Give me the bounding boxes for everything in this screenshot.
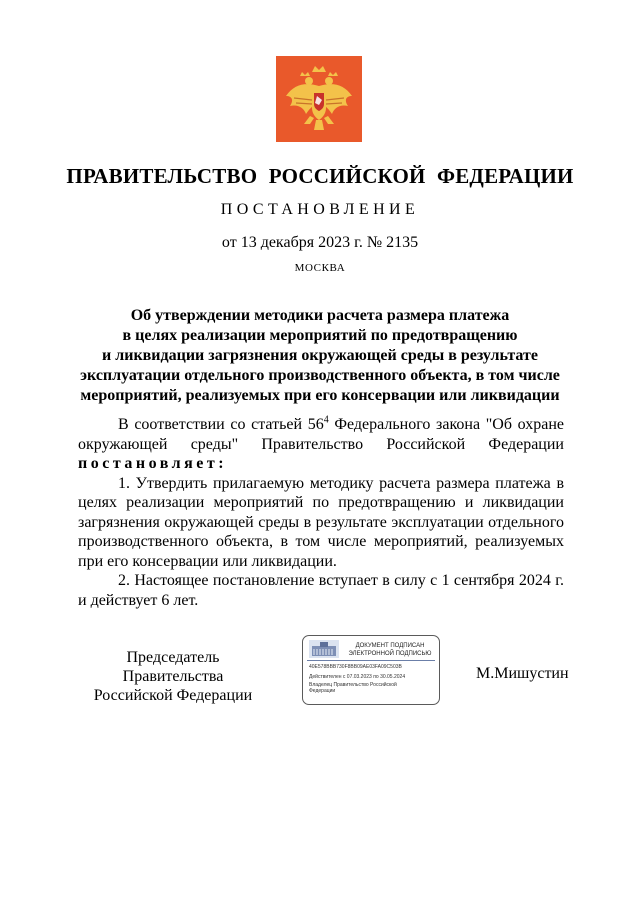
stamp-divider xyxy=(307,660,435,661)
document-type: ПОСТАНОВЛЕНИЕ xyxy=(220,201,420,218)
stamp-heading xyxy=(343,643,437,658)
intro-text-start: В соответствии со статьей 56 xyxy=(118,416,324,433)
item-2-paragraph: 2. Настоящее постановление вступает в силу с 1 сентября 2024 г. и действует 6 лет. xyxy=(78,572,564,609)
government-heading: ПРАВИТЕЛЬСТВО РОССИЙСКОЙ ФЕДЕРАЦИИ xyxy=(66,164,574,188)
resolution-title xyxy=(80,306,560,406)
resolution-body xyxy=(78,415,564,610)
certificate-owner-cont: Федерации xyxy=(309,688,336,694)
resolves-word: постановляет: xyxy=(78,455,228,472)
title-line: мероприятий, реализуемых при его консервации или ликвидации xyxy=(80,387,560,404)
title-line: эксплуатации отдельного производственного объекта, в том числе xyxy=(80,367,560,384)
signer-position xyxy=(78,648,268,705)
intro-paragraph xyxy=(78,415,564,474)
intro-text-end: Федерального закона "Об охране окружающей среды" Правительство Российской Федерации xyxy=(78,416,564,453)
stamp-heading-line: ЭЛЕКТРОННОЙ ПОДПИСЬЮ xyxy=(348,650,432,657)
building-icon xyxy=(309,640,339,658)
city: МОСКВА xyxy=(294,262,346,274)
title-line: в целях реализации мероприятий по предотвращению xyxy=(122,327,518,344)
date-and-number: от 13 декабря 2023 г. № 2135 xyxy=(221,234,419,251)
signer-name: М.Мишустин xyxy=(476,665,569,682)
article-superscript: 4 xyxy=(323,414,329,426)
electronic-signature-stamp xyxy=(302,635,440,705)
certificate-serial: 40E578BBB730F8BB09AE03FA09C503B xyxy=(309,664,402,670)
signer-position-line: Российской Федерации xyxy=(93,687,253,704)
coat-of-arms-emblem xyxy=(276,56,362,142)
certificate-validity: Действителен с 07.03.2023 по 30.05.2024 xyxy=(309,674,406,680)
item-1-paragraph: 1. Утвердить прилагаемую методику расчета размера платежа в целях реализации мероприятий по предотвращению и ликвидации загрязнения окружающей среды в результате эксплуатации отдельного производственного объекта, в том числе мероприятий, реализуемых при его консервации или ликвидации. xyxy=(78,474,564,570)
stamp-heading-line: ДОКУМЕНТ ПОДПИСАН xyxy=(355,643,425,649)
certificate-owner: Владелец Правительство Российской xyxy=(309,682,397,688)
signer-position-line: Председатель Правительства xyxy=(122,649,224,685)
title-line: Об утверждении методики расчета размера платежа xyxy=(130,307,510,324)
title-line: и ликвидации загрязнения окружающей среды в результате xyxy=(102,347,538,364)
